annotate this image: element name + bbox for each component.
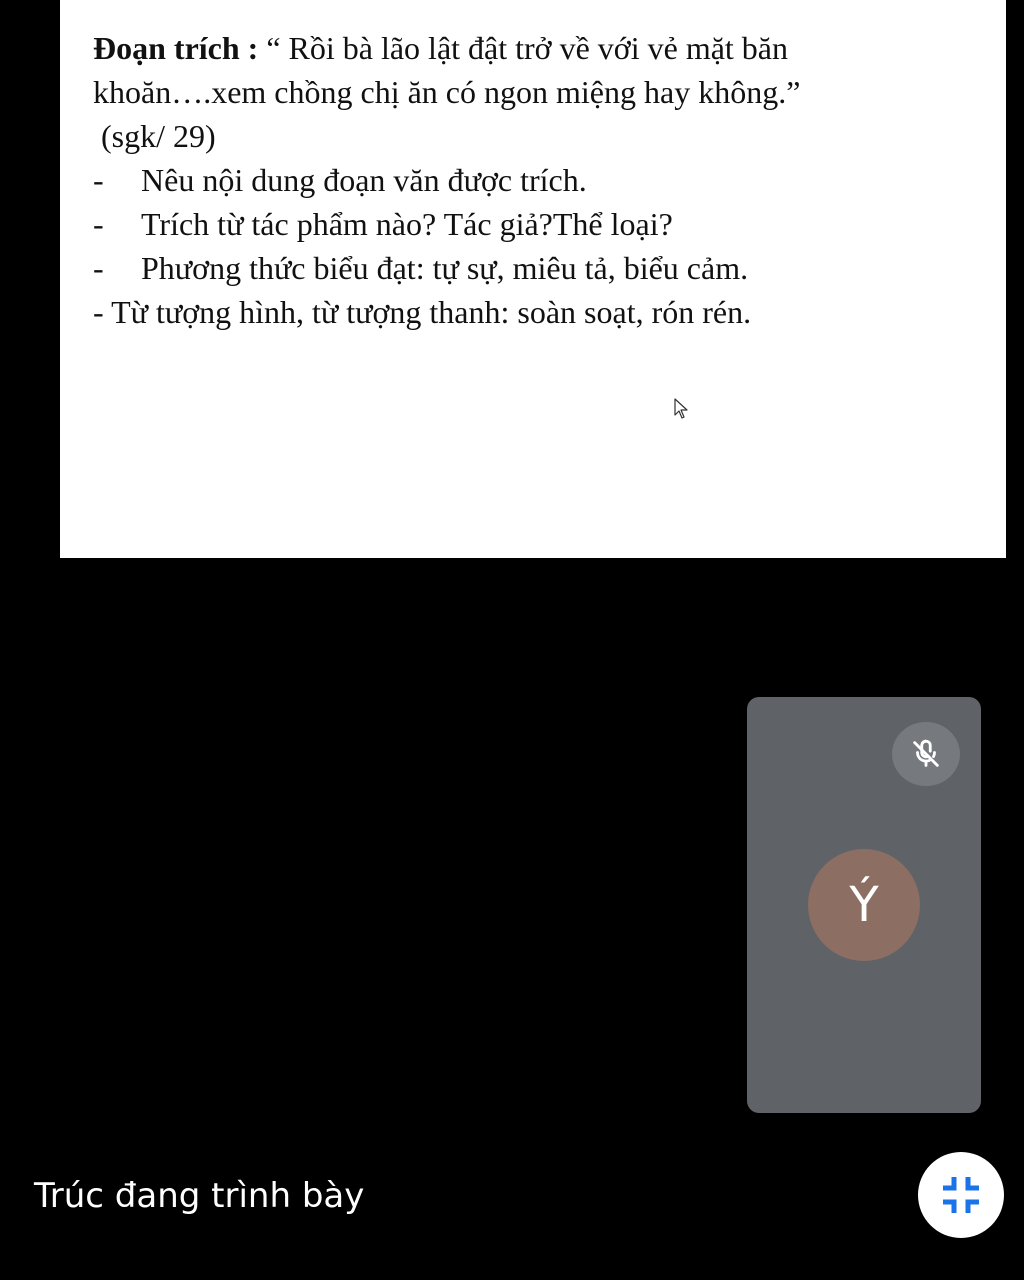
avatar: Ý xyxy=(808,849,920,961)
bullet-item xyxy=(93,202,993,246)
excerpt-line-2: khoăn….xem chồng chị ăn có ngon miệng hay không.” xyxy=(93,74,801,110)
mouse-cursor-icon xyxy=(674,398,690,420)
bullet-dash: - xyxy=(93,250,104,286)
excerpt-quote-start: “ Rồi bà lão lật đật trở về với vẻ mặt băn xyxy=(258,30,788,66)
slide-last-line: - Từ tượng hình, từ tượng thanh: soàn soạt, rón rén. xyxy=(93,294,752,330)
participant-tile[interactable] xyxy=(747,697,981,1113)
bullet-text: Trích từ tác phẩm nào? Tác giả?Thể loại? xyxy=(141,206,673,242)
bullet-text: Phương thức biểu đạt: tự sự, miêu tả, biểu cảm. xyxy=(141,250,749,286)
minimize-button[interactable] xyxy=(918,1152,1004,1238)
mic-off-badge xyxy=(892,722,960,786)
bullet-item xyxy=(93,158,993,202)
bullet-text: Nêu nội dung đoạn văn được trích. xyxy=(141,162,587,198)
bullet-dash: - xyxy=(93,162,104,198)
slide-content xyxy=(93,26,993,334)
minimize-icon xyxy=(940,1174,982,1216)
presenter-status: Trúc đang trình bày xyxy=(34,1176,365,1216)
shared-slide xyxy=(60,0,1006,558)
excerpt-source: (sgk/ 29) xyxy=(101,118,216,154)
bullet-item xyxy=(93,246,993,290)
excerpt-label: Đoạn trích : xyxy=(93,30,259,66)
excerpt-line-1 xyxy=(93,26,993,70)
bullet-dash: - xyxy=(93,206,104,242)
mic-off-icon xyxy=(909,737,943,771)
